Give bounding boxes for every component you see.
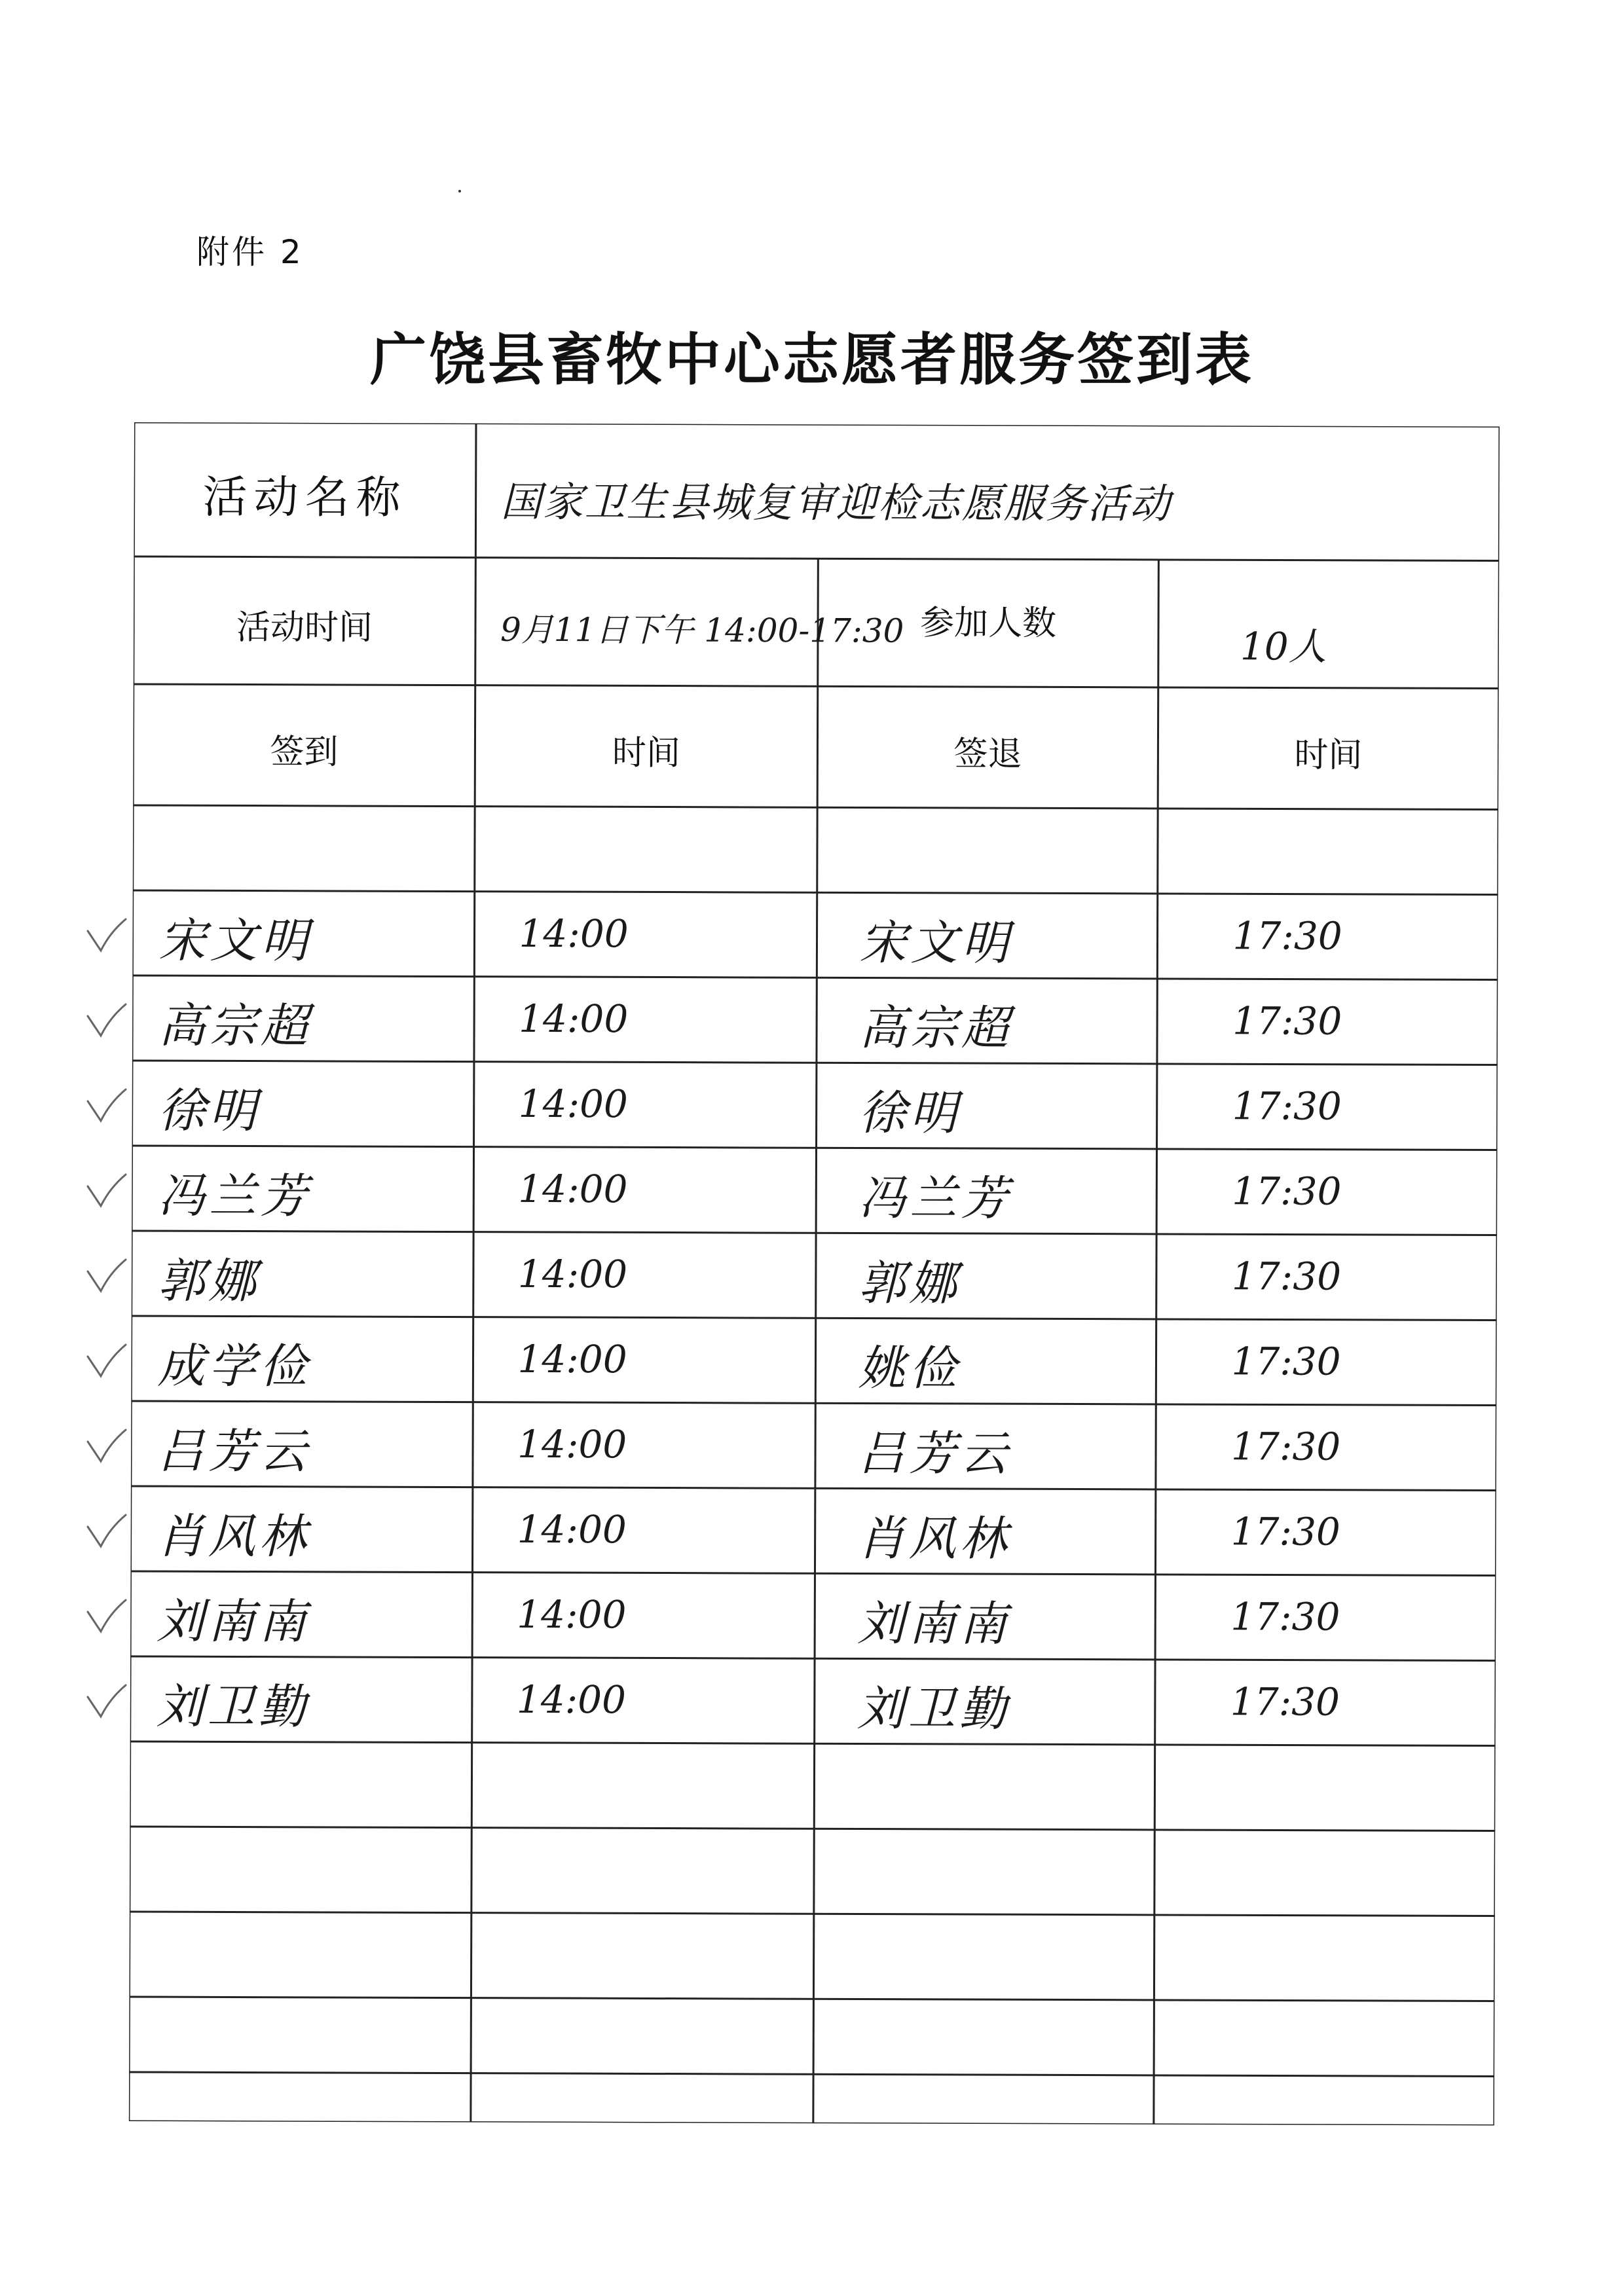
sign-in-signature: 郭娜 xyxy=(157,1253,261,1309)
check-mark-icon xyxy=(84,1597,130,1637)
sign-out-time: 17:30 xyxy=(1230,1679,1340,1724)
sign-out-signature: 刘卫勤 xyxy=(857,1681,1010,1737)
sign-in-time: 14:00 xyxy=(517,1592,627,1637)
sign-out-time: 17:30 xyxy=(1230,1424,1341,1469)
check-mark-icon xyxy=(84,1512,130,1552)
sign-out-time: 17:30 xyxy=(1231,1339,1341,1384)
document-title: 广饶县畜牧中心志愿者服务签到表 xyxy=(370,327,1254,393)
sign-in-signature: 刘卫勤 xyxy=(156,1679,310,1734)
sign-in-time: 14:00 xyxy=(517,1506,627,1552)
column-header-sign-in: 签到 xyxy=(270,732,339,772)
sign-in-time: 14:00 xyxy=(517,1421,627,1467)
check-mark-icon xyxy=(84,1002,130,1041)
sign-out-signature: 肖风林 xyxy=(857,1510,1011,1567)
column-header-time-in: 时间 xyxy=(612,733,681,773)
sign-in-form xyxy=(129,422,1500,2126)
sign-out-signature: 宋文明 xyxy=(859,915,1013,971)
sign-out-signature: 吕芳云 xyxy=(857,1425,1012,1482)
check-mark-icon xyxy=(84,1342,130,1381)
column-header-sign-out: 签退 xyxy=(953,734,1022,774)
column-header-time-out: 时间 xyxy=(1294,735,1363,775)
activity-time-value: 9月11日下午 14:00-17:30 xyxy=(500,610,904,650)
sign-in-signature: 宋文明 xyxy=(158,913,312,968)
sign-in-time: 14:00 xyxy=(517,1251,628,1297)
sign-out-time: 17:30 xyxy=(1230,1509,1340,1554)
sign-in-time: 14:00 xyxy=(518,1081,628,1127)
sign-in-signature: 冯兰芳 xyxy=(158,1168,312,1224)
participants-value: 10人 xyxy=(1240,624,1327,669)
check-mark-icon xyxy=(84,1172,130,1211)
sign-out-signature: 姚俭 xyxy=(858,1340,961,1396)
sign-in-time: 14:00 xyxy=(519,911,629,957)
check-mark-icon xyxy=(84,1087,130,1126)
sign-in-time: 14:00 xyxy=(517,1336,627,1382)
sign-out-signature: 高宗超 xyxy=(858,1000,1013,1056)
sign-in-time: 14:00 xyxy=(516,1677,627,1722)
sign-out-signature: 冯兰芳 xyxy=(858,1170,1012,1226)
check-mark-icon xyxy=(84,1683,130,1722)
sign-out-signature: 郭娜 xyxy=(858,1255,961,1311)
attachment-label: 附件 2 xyxy=(196,233,304,271)
sign-in-signature: 徐明 xyxy=(158,1083,261,1139)
scan-speck xyxy=(458,190,461,192)
sign-out-time: 17:30 xyxy=(1231,1254,1342,1299)
sign-in-time: 14:00 xyxy=(518,1166,628,1212)
sign-out-signature: 徐明 xyxy=(858,1085,961,1140)
sign-in-signature: 吕芳云 xyxy=(157,1423,311,1479)
sign-in-signature: 肖风林 xyxy=(157,1508,310,1564)
sign-out-time: 17:30 xyxy=(1230,1594,1340,1639)
check-mark-icon xyxy=(84,917,130,956)
check-mark-icon xyxy=(84,1427,130,1467)
activity-name-value: 国家卫生县城复审迎检志愿服务活动 xyxy=(500,477,1172,528)
sign-out-time: 17:30 xyxy=(1232,1169,1342,1214)
sign-in-signature: 刘南南 xyxy=(157,1594,310,1649)
participants-label: 参加人数 xyxy=(919,603,1057,644)
sign-out-time: 17:30 xyxy=(1232,998,1342,1044)
sign-out-time: 17:30 xyxy=(1232,1084,1342,1129)
sign-in-time: 14:00 xyxy=(519,996,629,1042)
activity-name-label: 活动名称 xyxy=(202,471,407,524)
activity-time-label: 活动时间 xyxy=(236,608,373,648)
sign-out-time: 17:30 xyxy=(1232,913,1342,958)
check-mark-icon xyxy=(84,1257,130,1296)
sign-in-signature: 高宗超 xyxy=(158,998,312,1053)
sign-out-signature: 刘南南 xyxy=(857,1595,1011,1652)
sign-in-signature: 成学俭 xyxy=(157,1338,311,1394)
